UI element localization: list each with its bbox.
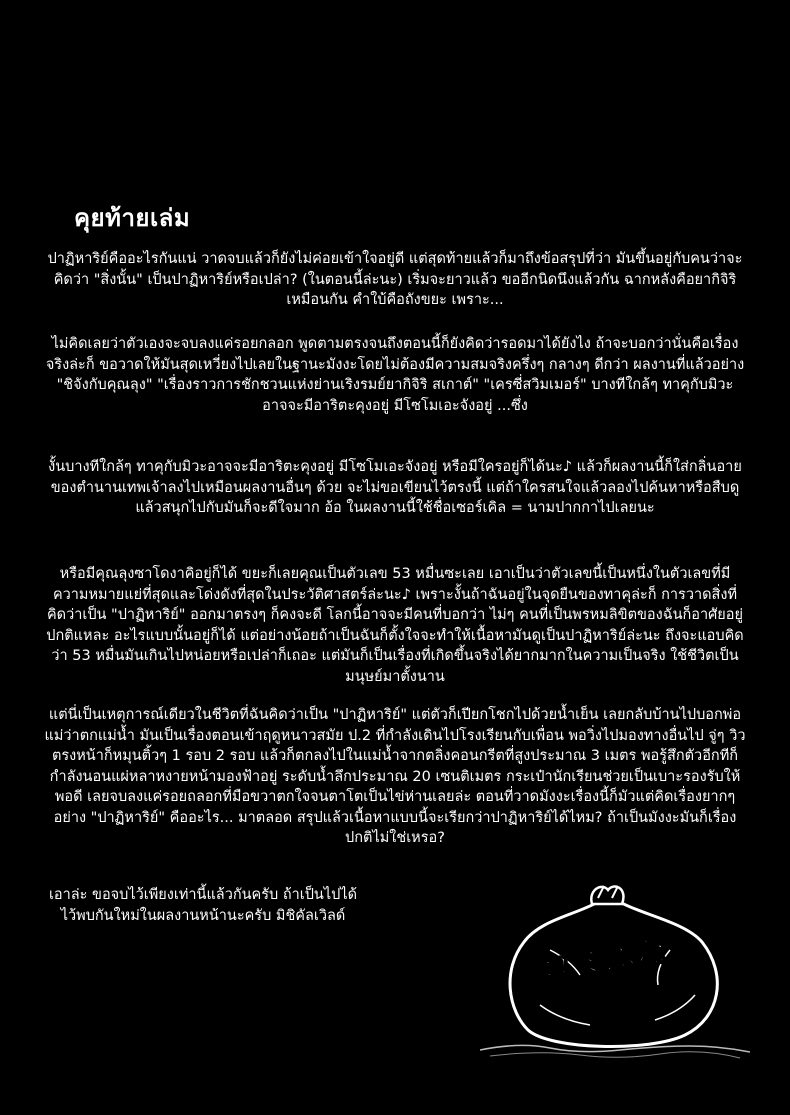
closing-paragraph: เอาล่ะ ขอจบไว้เพียงเท่านี้แล้วกันครับ ถ้าเป็นไปได้ไว้พบกันใหม่ในผลงานหน้านะครับ มิชิคัลเวิลด์ [48,887,358,924]
paragraph-2: ไม่คิดเลยว่าตัวเองจะจบลงแค่รอยกลอก พูดตามตรงจนถึงตอนนี้ก็ยังคิดว่ารอดมาได้ยังไง ถ้าจะบอกว่านั่นคือเรื่องจริงล่ะก็ ขอวาดให้มันสุดเหวี่ยงไปเลยในฐานะมังงะโดยไม่ต้องมีความสมจริงครึ่งๆ กลางๆ ดีกว่า ผลงานที่แล้วอย่าง "ชิจังกับคุณลุง" "เรื่องราวการชักชวนแห่งย่านเริงรมย์ยากิจิริ สเกาต์" "เครซี่สวิมเมอร์" บางทีใกล้ๆ ทาคุกับมิวะอาจจะมีอาริตะคุงอยู่ มีโซโมเอะจังอยู่ ...ซึ่ง [45,336,745,414]
paragraph-1: ปาฏิหาริย์คืออะไรกันแน่ วาดจบแล้วก็ยังไม่ค่อยเข้าใจอยู่ดี แต่สุดท้ายแล้วก็มาถึงข้อสรุปที่ว่า มันขึ้นอยู่กับคนว่าจะคิดว่า "สิ่งนั้น" เป็นปาฏิหาริย์หรือเปล่า? (ในตอนนี้ล่ะนะ) เริ่มจะยาวแล้ว ขออีกนิดนึงแล้วกัน ฉากหลังคือยากิจิริเหมือนกัน คำใบ้คือถังขยะ เพราะ... [47,251,743,308]
paragraph-5: แต่นี่เป็นเหตุการณ์เดียวในชีวิตที่ฉันคิดว่าเป็น "ปาฏิหาริย์" แต่ตัวก็เปียกโชกไปด้วยน้ำเย็น เลยกลับบ้านไปบอกพ่อแม่ว่าตกแม่น้ำ มันเป็นเรื่องตอนเข้าฤดูหนาวสมัย ป.2 ที่กำลังเดินไปโรงเรียนกับเพื่อน พอวิ่งไปมองทางอื่นไป จู่ๆ วิวตรงหน้าก็หมุนติ้วๆ 1 รอบ 2 รอบ แล้วก็ตกลงไปในแม่น้ำจากตลิ่งคอนกรีตที่สูงประมาณ 3 เมตร พอรู้สึกตัวอีกทีก็กำลังนอนแผ่หลาหงายหน้ามองฟ้าอยู่ ระดับน้ำลึกประมาณ 20 เซนติเมตร กระเป๋านักเรียนช่วยเป็นเบาะรองรับให้พอดี เลยจบลงแค่รอยถลอกที่มือขวาตกใจจนตาโตเป็นไข่ห่านเลยล่ะ ตอนที่วาดมังงะเรื่องนี้ก็มัวแต่คิดเรื่องยากๆ อย่าง "ปาฏิหาริย์" คืออะไร... มาตลอด สรุปแล้วเนื้อหาแบบนี้จะเรียกว่าปาฏิหาริย์ได้ไหม? ถ้าเป็นมังงะมันก็เรื่องปกติไม่ใช่เหรอ? [44,707,746,846]
garbage-bag-label: ゴミぶな [538,933,671,987]
garbage-bag-icon [480,880,750,1070]
paragraph-4: หรือมีคุณลุงซาโดงาคิอยู่ก็ได้ ขยะก็เลยคุณเป็นตัวเลข 53 หมื่นซะเลย เอาเป็นว่าตัวเลขนี้เป็นหนึ่งในตัวเลขที่มีความหมายแย่ที่สุดและโด่งดังที่สุดในประวัติศาสตร์ล่ะนะ♪ เพราะงั้นถ้าฉันอยู่ในจุดยืนของทาคุล่ะก็ การวาดสิ่งที่คิดว่าเป็น "ปาฏิหาริย์" ออกมาตรงๆ ก็คงจะดี โลกนี้อาจจะมีคนที่บอกว่า ไม่ๆ คนที่เป็นพรหมลิขิตของฉันก็อาศัยอยู่ปกติแหละ อะไรแบบนั้นอยู่ก็ได้ แต่อย่างน้อยถ้าเป็นฉันก็ตั้งใจจะทำให้เนื้อหามันดูเป็นปาฏิหาริย์ล่ะนะ ถึงจะแอบคิดว่า 53 หมื่นมันเกินไปหน่อยหรือเปล่าก็เถอะ แต่มันก็เป็นเรื่องที่เกิดขึ้นจริงได้ยากมากในความเป็นจริง ใช้ชีวิตเป็นมนุษย์มาตั้งนาน [46,566,744,685]
paragraph-3: งั้นบางทีใกล้ๆ ทาคุกับมิวะอาจจะมีอาริตะคุงอยู่ มีโซโมเอะจังอยู่ หรือมีใครอยู่ก็ได้นะ♪ แล้วก็ผลงานนี้ก็ใส่กลิ่นอายของตำนานเทพเจ้าลงไปเหมือนผลงานอื่นๆ ด้วย จะไม่ขอเขียนไว้ตรงนี้ แต่ถ้าใครสนใจแล้วลองไปค้นหาหรือสืบดูแล้วสนุกไปกับมันก็จะดีใจมาก อ้อ ในผลงานนี้ใช้ชื่อเซอร์เคิล = นามปากกาไปเลยนะ [48,459,742,516]
page-title: คุยท้ายเล่ม [74,204,191,232]
